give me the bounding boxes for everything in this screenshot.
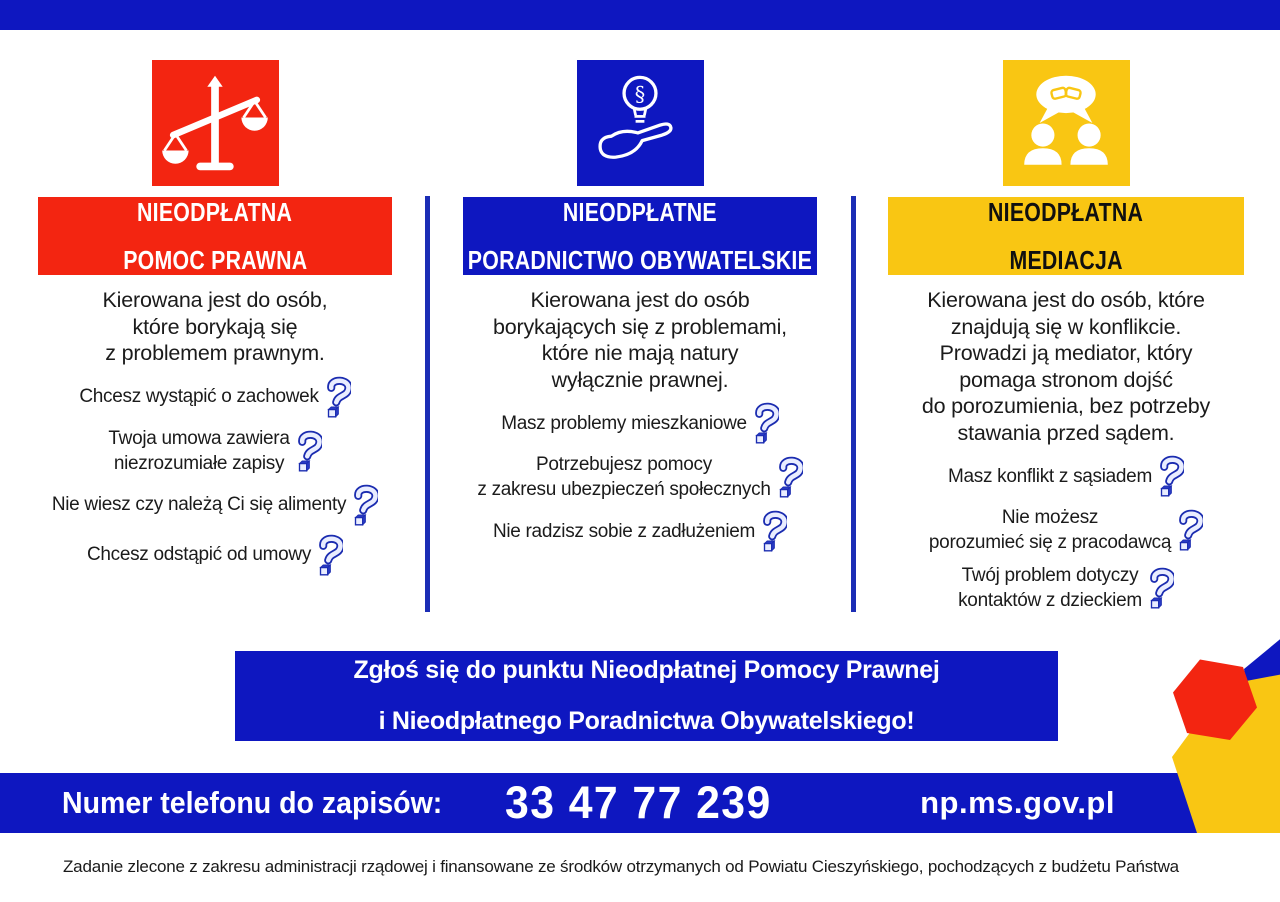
question-mark-icon xyxy=(295,430,322,472)
question-item xyxy=(948,455,1184,497)
mediation-handshake-people-icon xyxy=(1003,60,1130,186)
question-mark-icon xyxy=(1176,509,1203,551)
question-text: Nie możesz porozumieć się z pracodawcą xyxy=(928,507,1172,553)
phone-bar xyxy=(0,773,1280,833)
cta-banner: Zgłoś się do punktu Nieodpłatnej Pomocy Prawnej i Nieodpłatnego Poradnictwa Obywatelskiego! xyxy=(235,651,1058,741)
top-blue-bar xyxy=(0,0,1280,30)
column-title-poradnictwo: NIEODPŁATNE PORADNICTWO OBYWATELSKIE xyxy=(463,197,817,275)
question-item xyxy=(108,426,321,476)
decorative-hexagons xyxy=(1100,628,1280,860)
question-text: Nie radzisz sobie z zadłużeniem xyxy=(492,520,756,542)
question-text: Potrzebujesz pomocy z zakresu ubezpieczeń społecznych xyxy=(477,454,771,500)
question-mark-icon xyxy=(1147,567,1174,609)
question-item xyxy=(52,484,378,526)
question-text: Chcesz wystąpić o zachowek xyxy=(79,386,319,407)
column-title-mediacja: NIEODPŁATNA MEDIACJA xyxy=(888,197,1244,275)
column-poradnictwo-obywatelskie xyxy=(463,60,817,552)
question-list xyxy=(38,376,392,576)
column-divider xyxy=(425,196,430,612)
question-text: Nie wiesz czy należą Ci się alimenty xyxy=(51,494,347,515)
question-mark-icon xyxy=(760,510,787,552)
question-mark-icon xyxy=(752,402,779,444)
question-text: Chcesz odstąpić od umowy xyxy=(86,544,312,565)
phone-number: 33 47 77 239 xyxy=(505,777,773,828)
column-intro-text: Kierowana jest do osób, które borykają się z problemem prawnym. xyxy=(102,288,328,365)
question-mark-icon xyxy=(1157,455,1184,497)
lightbulb-paragraph-hand-icon xyxy=(577,60,704,186)
question-mark-icon xyxy=(324,376,351,418)
question-item xyxy=(79,376,350,418)
question-text: Twoja umowa zawiera niezrozumiałe zapisy xyxy=(108,427,290,474)
question-item xyxy=(929,505,1203,555)
website-url: np.ms.gov.pl xyxy=(920,785,1115,820)
question-item xyxy=(958,563,1174,613)
question-text: Masz problemy mieszkaniowe xyxy=(501,412,747,434)
column-intro-text: Kierowana jest do osób, które znajdują się w konflikcie. Prowadzi ją mediator, który pomaga stronom dojść do porozumienia, bez potrzeby stawania przed sądem. xyxy=(921,288,1211,445)
svg-text:§: § xyxy=(634,82,646,106)
question-item xyxy=(501,402,779,444)
question-text: Twój problem dotyczy kontaktów z dzieckiem xyxy=(958,565,1142,611)
column-pomoc-prawna xyxy=(38,60,392,576)
question-item xyxy=(493,510,787,552)
column-title-pomoc-prawna: NIEODPŁATNA POMOC PRAWNA xyxy=(38,197,392,275)
question-mark-icon xyxy=(776,456,803,498)
phone-label: Numer telefonu do zapisów: xyxy=(62,785,443,820)
column-mediacja xyxy=(888,60,1244,613)
scales-of-justice-icon xyxy=(152,60,279,186)
column-divider xyxy=(851,196,856,612)
question-mark-icon xyxy=(351,484,378,526)
column-intro-text: Kierowana jest do osób borykających się z problemami, które nie mają natury wyłącznie prawnej. xyxy=(493,288,787,392)
question-list xyxy=(463,402,817,552)
question-item xyxy=(477,452,802,502)
footer-funding-note: Zadanie zlecone z zakresu administracji rządowej i finansowane ze środków otrzymanych od Powiatu Cieszyńskiego, pochodzących z budżetu Państwa xyxy=(63,857,1179,876)
question-mark-icon xyxy=(316,534,343,576)
question-item xyxy=(87,534,343,576)
question-list xyxy=(888,455,1244,613)
question-text: Masz konflikt z sąsiadem xyxy=(948,465,1152,487)
